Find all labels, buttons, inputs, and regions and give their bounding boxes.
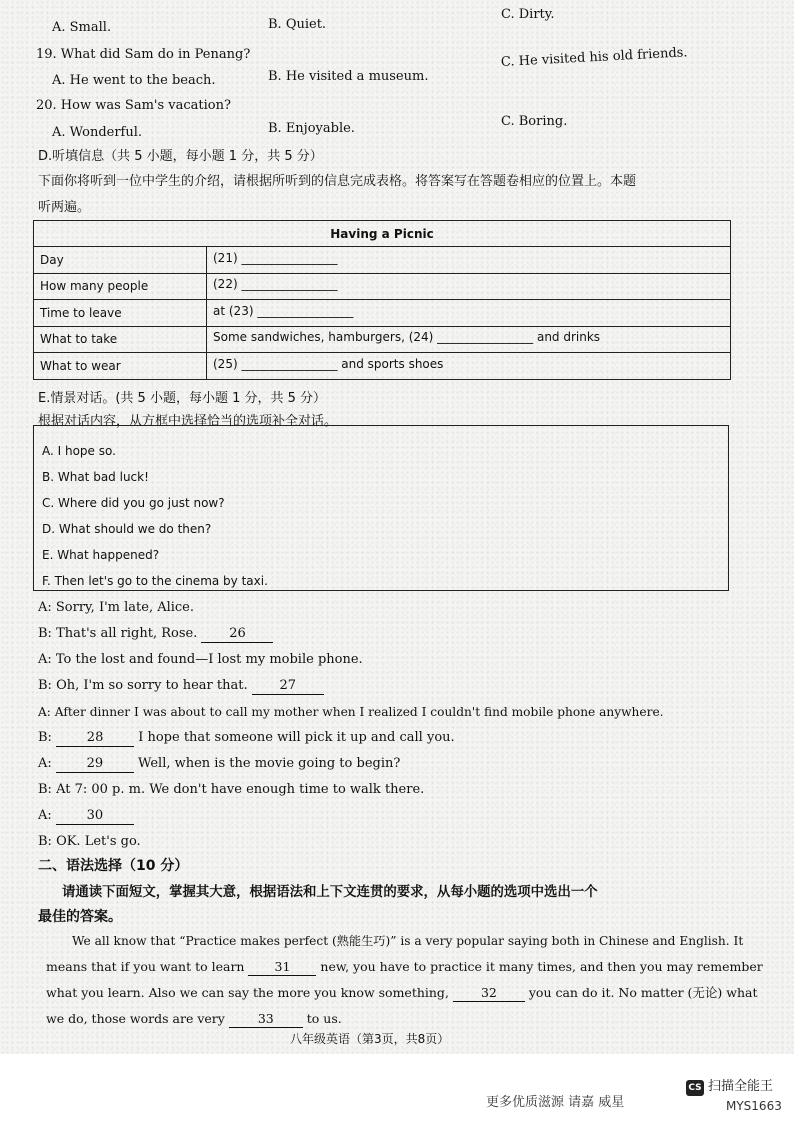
option-b: B. What bad luck! [42, 470, 149, 484]
dialogue-line: B: At 7: 00 p. m. We don't have enough time to walk there. [38, 782, 425, 797]
table-value-people: (22) ________________ [213, 277, 338, 291]
promo-text: 更多优质滋源 请嘉 威星 [486, 1095, 625, 1110]
q19-option-a: A. He went to the beach. [52, 73, 216, 88]
q18-option-c: C. Dirty. [501, 7, 555, 22]
camscanner-logo-icon: CS [686, 1080, 704, 1096]
option-c: C. Where did you go just now? [42, 496, 225, 510]
dialogue-line: A: To the lost and found—I lost my mobile phone. [38, 652, 363, 667]
blank-27: 27 [252, 678, 324, 695]
blank-32: 32 [453, 985, 525, 1002]
passage-line-1: We all know that “Practice makes perfect (熟能生巧)” is a very popular saying both in Chinese and English. It [72, 934, 744, 948]
q18-option-a: A. Small. [52, 20, 112, 35]
table-label-take: What to take [40, 332, 118, 346]
dialogue-line: B: Oh, I'm so sorry to hear that. 27 [38, 678, 324, 695]
table-value-take: Some sandwiches, hamburgers, (24) ________________ and drinks [213, 330, 601, 344]
passage-line-3: what you learn. Also we can say the more you know something, 32 you can do it. No matter (无论) what [46, 985, 758, 1000]
dialogue-line: B: That's all right, Rose. 26 [38, 626, 273, 643]
q20-option-b: B. Enjoyable. [268, 121, 355, 136]
q19-stem: 19. What did Sam do in Penang? [36, 47, 251, 62]
blank-33: 33 [229, 1011, 303, 1028]
q18-option-b: B. Quiet. [268, 17, 327, 32]
table-title: Having a Picnic [330, 227, 434, 241]
part2-instruction: 请通读下面短文，掌握其大意，根据语法和上下文连贯的要求，从每小题的选项中选出一个 [62, 885, 598, 900]
option-e: E. What happened? [42, 548, 160, 562]
dialogue-line: B: 28 I hope that someone will pick it up and call you. [38, 730, 455, 745]
page-footer: 八年级英语（第3页，共8页） [290, 1032, 450, 1046]
blank-29: 29 [56, 756, 134, 773]
q19-option-b: B. He visited a museum. [268, 69, 429, 84]
picnic-table [33, 220, 731, 380]
section-e-instruction: 根据对话内容，从方框中选择恰当的选项补全对话。 [38, 414, 338, 429]
options-box [33, 425, 729, 591]
part2-instruction-cont: 最佳的答案。 [38, 909, 122, 925]
table-value-time: at (23) ________________ [213, 304, 354, 318]
q20-option-c: C. Boring. [501, 114, 568, 129]
part2-heading: 二、语法选择（10 分） [38, 858, 189, 874]
table-value-day: (21) ________________ [213, 251, 338, 265]
table-label-day: Day [40, 253, 64, 267]
blank-28: 28 [56, 730, 134, 747]
option-a: A. I hope so. [42, 444, 116, 458]
table-label-wear: What to wear [40, 359, 121, 373]
table-label-time: Time to leave [40, 306, 122, 320]
table-value-wear: (25) ________________ and sports shoes [213, 357, 444, 371]
dialogue-line: A: 29 Well, when is the movie going to begin? [38, 756, 401, 771]
table-label-people: How many people [40, 279, 149, 293]
section-d-heading: D.听填信息（共 5 小题，每小题 1 分，共 5 分） [38, 149, 323, 164]
q19-option-c: C. He visited his old friends. [500, 45, 688, 70]
dialogue-line: A: After dinner I was about to call my mother when I realized I couldn't find mobile phone anywhere. [38, 705, 664, 719]
blank-30: 30 [56, 808, 134, 825]
section-d-instruction-cont: 听两遍。 [38, 200, 91, 215]
blank-26: 26 [201, 626, 273, 643]
q20-stem: 20. How was Sam's vacation? [36, 98, 231, 113]
scanner-app-name: 扫描全能王 [708, 1079, 774, 1094]
passage-line-2: means that if you want to learn 31 new, you have to practice it many times, and then you may remember [46, 959, 763, 974]
dialogue-line: A: Sorry, I'm late, Alice. [38, 600, 195, 615]
section-e-heading: E.情景对话。(共 5 小题，每小题 1 分，共 5 分） [38, 391, 327, 406]
section-d-instruction: 下面你将听到一位中学生的介绍，请根据所听到的信息完成表格。将答案写在答题卷相应的位置上。本题 [38, 174, 637, 189]
option-d: D. What should we do then? [42, 522, 212, 536]
passage-line-4: we do, those words are very 33 to us. [46, 1011, 342, 1026]
blank-31: 31 [248, 959, 316, 976]
option-f: F. Then let's go to the cinema by taxi. [42, 574, 268, 588]
scanner-footer [0, 1054, 794, 1124]
scanner-code: MYS1663 [726, 1099, 782, 1113]
q20-option-a: A. Wonderful. [52, 125, 143, 140]
dialogue-line: A: 30 [38, 808, 134, 825]
dialogue-line: B: OK. Let's go. [38, 834, 141, 849]
